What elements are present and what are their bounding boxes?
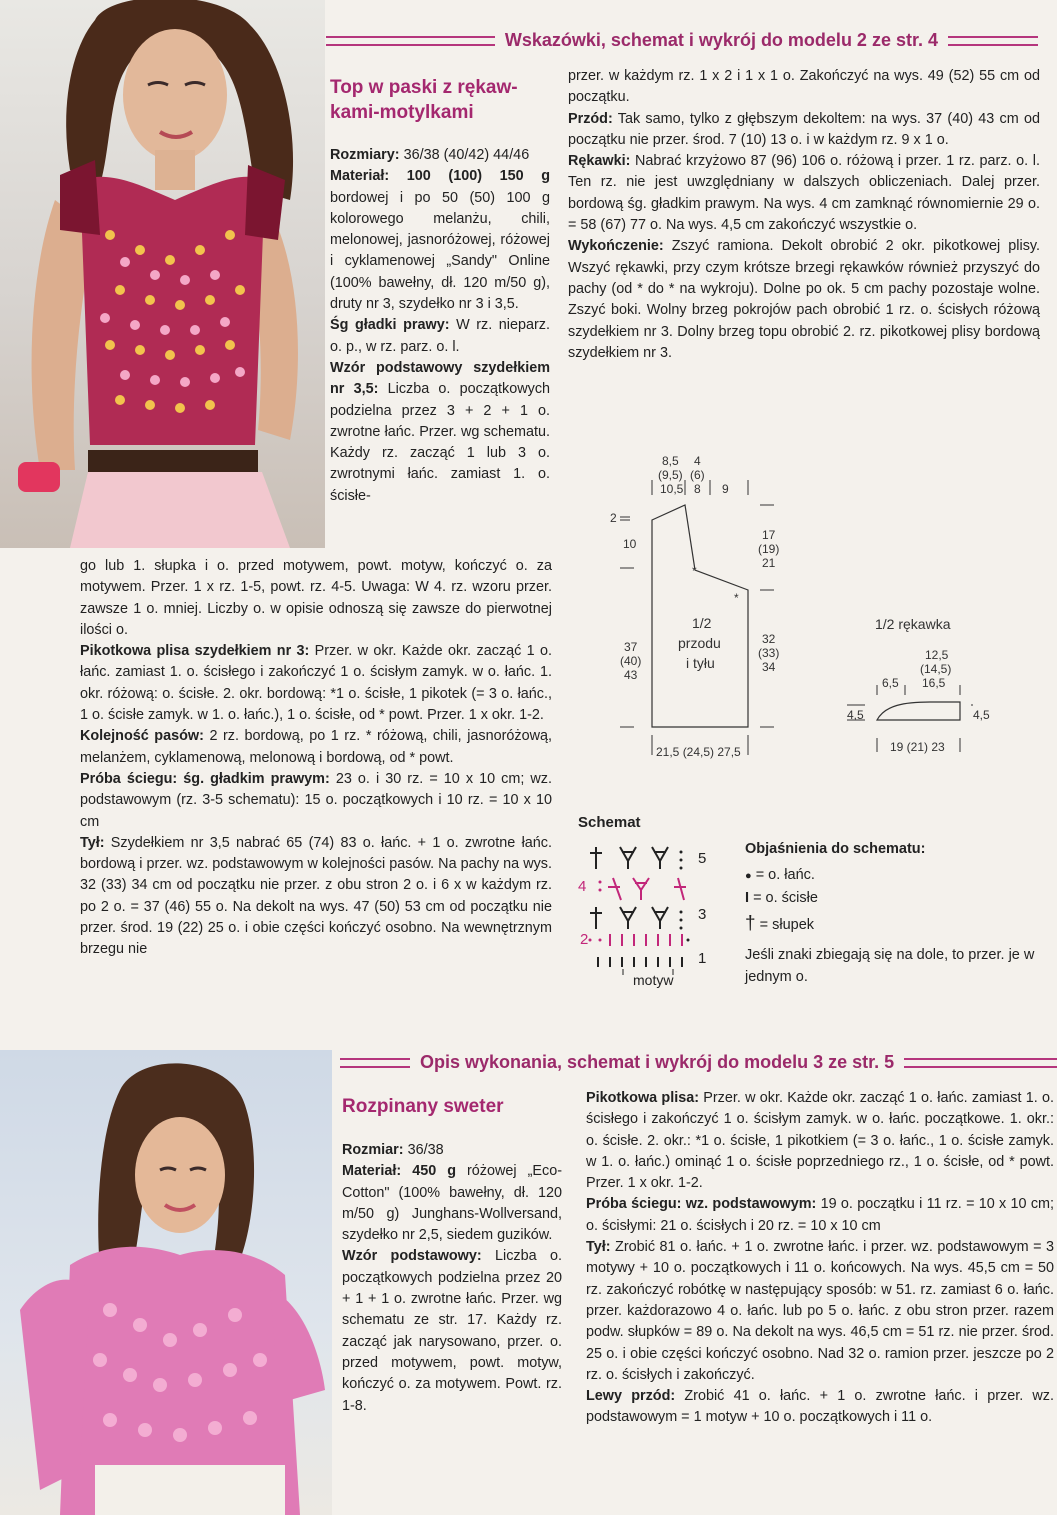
dim-right-34: 34 xyxy=(762,660,776,674)
paragraph-pattern: Wzór podstawowy szydełkiem nr 3,5: Liczba o. początkowych podzielna przez 3 + 2 + 1 o. zwrotne łańc. Przer. wg schematu. Każdy rz. zacząć 1 lub 3 o. zwrotnymi łańc. zamiast 1. o. ścisłe- xyxy=(330,359,551,504)
section-2-heading: Opis wykonania, schemat i wykrój do modelu 3 ze str. 5 xyxy=(420,1052,895,1072)
paragraph-finishing: Wykończenie: Zszyć ramiona. Dekolt obrobić 2 okr. pikotkowej plisy. Wszyć rękawki, przy czym krótsze brzegi rękawków również przyszyć do pachy (od * do * na wykroju). Dolne po ok. 5 cm pachy pozostaje wolne. Zszyć boki. Wolny brzeg pokrojów pach obrobić 1 rz. o. ścisłych różową szydełkiem nr 3. Dolny brzeg topu obrobić 2. rz. pikotkowej plisy bordową szydełkiem nr 3. xyxy=(568,238,1041,361)
sleeve-dim-top1: 12,5 xyxy=(925,648,949,662)
dim-left-43: 43 xyxy=(624,668,638,682)
section-1-header xyxy=(326,30,1038,51)
dim-right-19: (19) xyxy=(758,542,780,556)
dim-left-10: 10 xyxy=(623,537,637,551)
dim-right-17: 17 xyxy=(762,528,776,542)
paragraph-stripe-order: Kolejność pasów: 2 rz. bordową, po 1 rz. * różową, chili, jasnoróżową, melanżem, cyklamenową, melonową i bordową, od * powt. xyxy=(80,728,553,766)
header-rule-right xyxy=(948,36,1038,46)
dim-left-2: 2 xyxy=(610,511,617,525)
model-3-title: Rozpinany sweter xyxy=(342,1096,504,1117)
dim-top-a1: 8,5 xyxy=(662,454,679,468)
chart-row-1: 1 xyxy=(698,950,707,967)
dim-right-21: 21 xyxy=(762,556,776,570)
model-2-photo xyxy=(0,0,325,548)
model-2-title xyxy=(330,75,560,125)
section-1-heading: Wskazówki, schemat i wykrój do modelu 2 ze str. 4 xyxy=(504,30,938,50)
chart-row-5: 5 xyxy=(698,850,707,867)
dim-top-a2: (9,5) xyxy=(658,468,683,482)
dim-top-b1: 4 xyxy=(694,454,701,468)
chart-motif-label: motyw xyxy=(633,972,674,988)
chain-icon: ● xyxy=(745,870,752,882)
body-label-half: 1/2 xyxy=(692,615,712,631)
sleeve-dim-65: 6,5 xyxy=(882,676,899,690)
sleeve-pattern-diagram xyxy=(845,670,975,760)
dim-top-a3: 10,5 xyxy=(660,482,684,496)
body-label-back: i tyłu xyxy=(686,655,715,671)
chart-legend xyxy=(745,838,1050,988)
paragraph-back-2: Tył: Zrobić 81 o. łańc. + 1 o. zwrotne łańc. i przer. wz. podstawowym = 3 motywy + 10 o. początkowych i 11 o. końcowych. Na wys. 45,5 cm = 50 rz. zakończyć robótkę w następujący sposób: w 51. rz. zamiast 6 o. łańc. przer. każdorazowo 4 o. łańc. lub po 5 o. łańc. z obu stron przer. razem podw. słupków = 89 o. Na dekolt na wys. 46,5 cm = 51 rz. nie przer. środ. 25 o. i obie części kończyć osobno. Nad 32 o. ramion przer. jeszcze po 2 rz. o. ścisłych i zakończyć. xyxy=(586,1239,1055,1383)
dim-bottom: 21,5 (24,5) 27,5 xyxy=(656,745,741,759)
paragraph-front: Przód: Tak samo, tylko z głębszym dekoltem: na wys. 37 (40) 43 cm od początku nie przer. środ. 7 (10) 13 o. i w każdym rz. 9 x 1 o. xyxy=(568,110,1040,148)
paragraph-back-cont: przer. w każdym rz. 1 x 2 i 1 x 1 o. Zakończyć na wys. 49 (52) 55 cm od początku. xyxy=(568,68,1040,106)
dim-top-b3: 8 xyxy=(694,482,701,496)
legend-note: Jeśli znaki zbiegają się na dole, to przer. je w jednym o. xyxy=(745,947,1035,985)
dim-top-b2: (6) xyxy=(690,468,705,482)
dim-left-40: (40) xyxy=(620,654,642,668)
dim-left-37: 37 xyxy=(624,640,638,654)
sleeve-dim-bottom: 19 (21) 23 xyxy=(890,740,945,754)
paragraph-back: Tył: Szydełkiem nr 3,5 nabrać 65 (74) 83 o. łańc. + 1 o. zwrotne łańc. bordową i przer. wz. podstawowym w kolejności pasów. Na pachy na wys. 32 (33) 34 cm od początku nie przer. z obu stron 2 o. i 6 x w każdym rz. po 2 o. = 37 (46) 55 o. Na dekolt na wys. 47 (50) 53 cm od początku nie przer. środ. 19 (22) 25 o. i obie części kończyć osobno. Na wewnętrznym brzegu nie xyxy=(80,834,552,958)
sleeve-title: 1/2 rękawka xyxy=(875,616,951,632)
legend-single-crochet: I = o. ścisłe xyxy=(745,890,818,906)
paragraph-stockinette: Śg gładki prawy: W rz. nieparz. o. p., w rz. parz. o. l. xyxy=(330,317,551,355)
model-3-photo xyxy=(0,1050,332,1515)
chart-row-2: 2 xyxy=(580,931,589,948)
paragraph-gauge-2: Próba ściegu: wz. podstawowym: 19 o. początku i 11 rz. = 10 x 10 cm; o. ścisłymi: 21 o. ścisłych i 20 rz. = 10 x 10 cm xyxy=(586,1196,1055,1234)
dim-top-c: 9 xyxy=(722,482,729,496)
section-1-col-a xyxy=(330,145,550,507)
svg-text:*: * xyxy=(734,591,739,605)
header-rule-left-2 xyxy=(340,1058,410,1068)
paragraph-gauge: Próba ściegu: śg. gładkim prawym: 23 o. i 30 rz. = 10 x 10 cm; wz. podstawowym (rz. 3-5 schematu): 15 o. początkowych i 10 rz. = 10 x 10 cm xyxy=(80,770,553,830)
paragraph-sleeves: Rękawki: Nabrać krzyżowo 87 (96) 106 o. różową i przer. 1 rz. parz. o. l. Ten rz. nie jest uwzględniany w dalszych obliczeniach. Dalej przer. bordową śg. gładkim prawym. Na wys. 4 cm zamknąć równomiernie 29 o. = 58 (67) 77 o. Na wys. 4,5 cm zakończyć wszystkie o. xyxy=(568,153,1040,234)
dim-right-33: (33) xyxy=(758,646,780,660)
header-rule-left xyxy=(326,36,495,46)
paragraph-size: Rozmiar: 36/38 xyxy=(342,1142,444,1158)
title-line-2: kami-motylkami xyxy=(330,102,474,123)
section-1-col-c xyxy=(568,66,1040,364)
header-rule-right-2 xyxy=(904,1058,1057,1068)
schema-title: Schemat xyxy=(578,814,641,831)
title-line-1: Top w paski z rękaw- xyxy=(330,77,518,98)
paragraph-sizes: Rozmiary: 36/38 (40/42) 44/46 xyxy=(330,147,530,163)
body-pattern-diagram xyxy=(600,450,800,770)
legend-title: Objaśnienia do schematu: xyxy=(745,841,926,857)
section-2-col-a xyxy=(342,1140,562,1417)
sleeve-dim-left: 4,5 xyxy=(847,708,864,722)
double-crochet-icon: † xyxy=(745,913,756,934)
body-label-front: przodu xyxy=(678,635,721,651)
legend-double-crochet: † = słupek xyxy=(745,913,815,934)
sleeve-dim-right: 4,5 xyxy=(973,708,990,722)
paragraph-left-front: Lewy przód: Zrobić 41 o. łańc. + 1 o. zwrotne łańc. i przer. wz. podstawowym = 1 motyw + 10 o. początkowych i 11 o. xyxy=(586,1388,1054,1426)
chart-row-3: 3 xyxy=(698,906,707,923)
paragraph-pattern-cont: go lub 1. słupka i o. przed motywem, powt. motyw, kończyć o. za motywem. Przer. 1 x rz. 1-5, powt. rz. 4-5. Uwaga: W 4. rz. wzoru przer. zawsze 1 o. mniej. Liczby o. w opisie odnoszą się zawsze do pierwotnej ilości o. xyxy=(80,558,552,638)
paragraph-picot-2: Pikotkowa plisa: Przer. w okr. Każde okr. zacząć 1 o. łańc. zamiast 1. o. ścisłego i zakończyć 1 o. ścisłym zamyk. w o. łańc. początkowe. 1. okr.: o. ścisłe. 2. okr.: *1 o. ścisłe, 1 pikotkiem (= 3 o. łańc., 1 o. ścisłe zamyk. w 1. o. łańc.) ominąć 1 o. ścisłe poprzedniego rz., 1 o. ścisłe, od * powt. Przer. 1 x okr. 1-2. xyxy=(586,1090,1054,1192)
section-2-header xyxy=(340,1052,1057,1073)
dim-right-32: 32 xyxy=(762,632,776,646)
paragraph-picot-border: Pikotkowa plisa szydełkiem nr 3: Przer. w okr. Każde okr. zacząć 1 o. łańc. zamiast 1. o. ścisłego i zakończyć 1 o. ścisłym zamyk. w o. łańc. 1. okr. różową: o. ścisłe. 2. okr. bordową: *1 o. ścisłe, 1 pikotek (= 3 o. łańc., 1 o. ścisłe zamyk. w 1. o. łańc.), 1 o. ścisłe, od * powt. Przer. 1 x okr. 1-2. xyxy=(80,643,552,724)
legend-chain: ● = o. łańc. xyxy=(745,867,815,883)
section-1-col-b xyxy=(80,556,552,961)
sleeve-dim-top3: 16,5 xyxy=(922,676,946,690)
paragraph-pattern-2: Wzór podstawowy: Liczba o. początkowych podzielna przez 20 + 1 + 1 o. zwrotne łańc. Przer. wg schematu ze str. 17. Każdy rz. zacząć jak narysowano, przer. o. przed motywem, powt. motyw, kończyć o. za motywem. Powt. rz. 1-8. xyxy=(342,1248,562,1414)
section-2-col-b xyxy=(586,1088,1054,1429)
paragraph-material: Materiał: 100 (100) 150 g bordowej i po 50 (50) 100 g kolorowego melanżu, chili, melonowej, jasnoróżowej, różowej i cyklamenowej „Sandy" Online (100% bawełny, dł. 120 m/50 g), druty nr 3, szydełko nr 3 i 3,5. xyxy=(330,168,550,313)
single-crochet-icon: I xyxy=(745,890,750,906)
chart-row-4: 4 xyxy=(578,878,587,895)
sleeve-dim-top2: (14,5) xyxy=(920,662,952,676)
svg-text:*: * xyxy=(692,564,697,578)
crochet-chart xyxy=(578,842,718,992)
paragraph-material-2: Materiał: 450 g różowej „Eco-Cotton" (100% bawełny, dł. 120 m/50 g) Junghans-Wollversand, szydełko nr 2,5, siedem guzików. xyxy=(342,1163,562,1244)
